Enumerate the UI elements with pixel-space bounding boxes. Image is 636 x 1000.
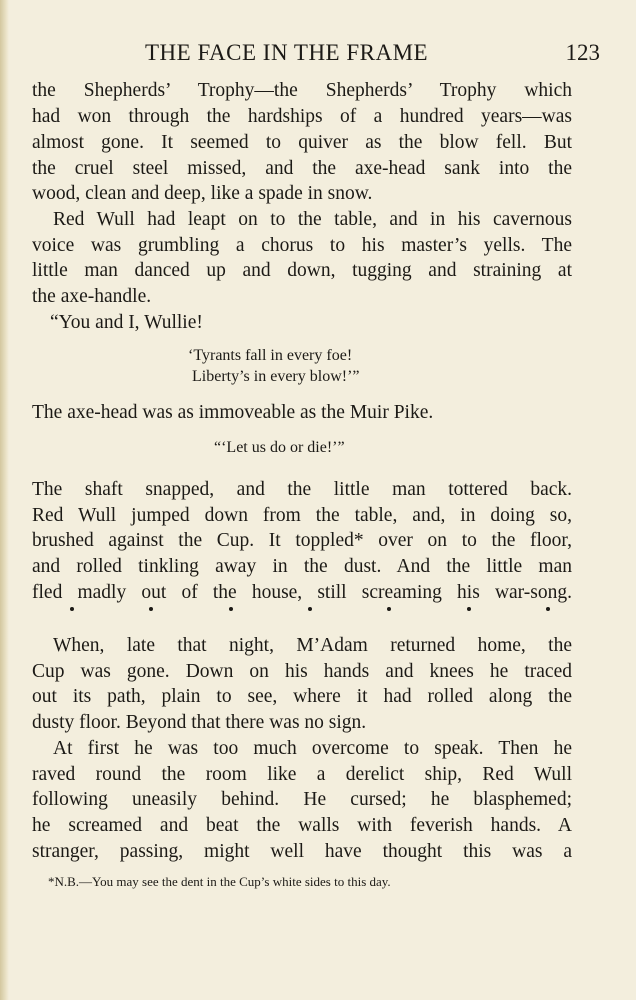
section-break xyxy=(70,607,550,613)
section-break-dot xyxy=(229,607,233,611)
body-line: out its path, plain to see, where it had rolled along the xyxy=(32,686,572,707)
running-title: THE FACE IN THE FRAME xyxy=(145,40,429,65)
body-line: and rolled tinkling away in the dust. And the little man xyxy=(32,556,572,577)
body-line: dusty floor. Beyond that there was no sign. xyxy=(32,712,367,733)
running-header xyxy=(145,40,600,70)
body-line: Red Wull jumped down from the table, and, in doing so, xyxy=(32,505,572,526)
body-line: he screamed and beat the walls with feverish hands. A xyxy=(32,815,572,836)
body-line: fled madly out of the house, still screaming his war-song. xyxy=(32,582,572,603)
section-break-dot xyxy=(467,607,471,611)
body-line: brushed against the Cup. It toppled* over on to the floor, xyxy=(32,530,572,551)
body-line: Cup was gone. Down on his hands and knees he traced xyxy=(32,661,572,682)
page-binding-edge xyxy=(0,0,9,1000)
body-line: The axe-head was as immoveable as the Muir Pike. xyxy=(32,402,434,423)
section-break-dot xyxy=(308,607,312,611)
song-line: “You and I, Wullie! xyxy=(50,312,203,333)
body-line: voice was grumbling a chorus to his master’s yells. The xyxy=(32,235,572,256)
body-line: little man danced up and down, tugging and straining at xyxy=(32,260,572,281)
body-line: Red Wull had leapt on to the table, and in his cavernous xyxy=(53,209,572,230)
body-line: The shaft snapped, and the little man tottered back. xyxy=(32,479,572,500)
body-line: had won through the hardships of a hundred years—was xyxy=(32,106,572,127)
verse-line: ‘Tyrants fall in every foe! xyxy=(188,347,353,364)
body-line: the Shepherds’ Trophy—the Shepherds’ Trophy which xyxy=(32,80,572,101)
body-line: When, late that night, M’Adam returned home, the xyxy=(53,635,572,656)
body-line: the axe-handle. xyxy=(32,286,152,307)
section-break-dot xyxy=(387,607,391,611)
footnote: *N.B.—You may see the dent in the Cup’s white sides to this day. xyxy=(48,874,391,889)
body-line: wood, clean and deep, like a spade in snow. xyxy=(32,183,373,204)
body-line: stranger, passing, might well have thought this was a xyxy=(32,841,572,862)
verse-line: “‘Let us do or die!’” xyxy=(214,439,345,456)
section-break-dot xyxy=(70,607,74,611)
section-break-dot xyxy=(546,607,550,611)
body-line: following uneasily behind. He cursed; he blasphemed; xyxy=(32,789,572,810)
section-break-dot xyxy=(149,607,153,611)
body-line: the cruel steel missed, and the axe-head sank into the xyxy=(32,158,572,179)
page-number: 123 xyxy=(565,40,600,65)
body-line: almost gone. It seemed to quiver as the blow fell. But xyxy=(32,132,572,153)
verse-line: Liberty’s in every blow!’” xyxy=(192,368,360,385)
body-line: raved round the room like a derelict ship, Red Wull xyxy=(32,764,572,785)
body-line: At first he was too much overcome to speak. Then he xyxy=(53,738,572,759)
